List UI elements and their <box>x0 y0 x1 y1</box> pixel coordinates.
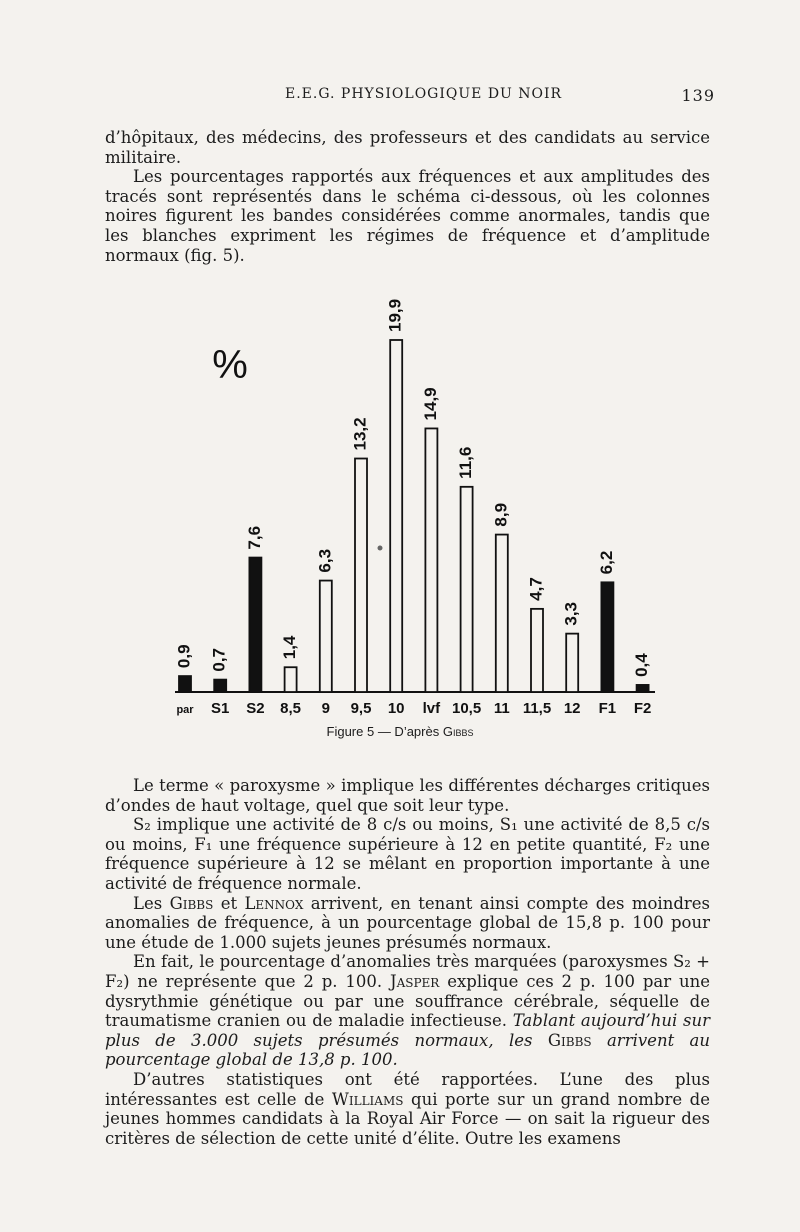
intro-paragraph-1: d’hôpitaux, des médecins, des professeurs et des candidats au service militaire. <box>105 128 710 167</box>
bar-3 <box>285 667 297 692</box>
body-paragraph-3: Les Gibbs et Lennox arrivent, en tenant ainsi compte des moindres anomalies de fréquence, à un pourcentage global de 15,8 p. 100 pour une étude de 1.000 sujets jeunes présumés normaux. <box>105 893 711 952</box>
figure-caption <box>0 724 800 739</box>
value-label-10: 4,7 <box>526 577 546 601</box>
bar-6 <box>390 340 402 692</box>
tick-label-12: F1 <box>598 700 617 717</box>
author-jasper: Jasper <box>389 971 440 991</box>
value-label-9: 8,9 <box>491 502 511 527</box>
value-label-2: 7,6 <box>244 525 264 550</box>
y-axis-label: % <box>212 343 248 387</box>
tick-label-8: 10,5 <box>451 700 482 717</box>
bar-10 <box>531 609 543 692</box>
body-paragraph-5: D’autres statistiques ont été rapportées. L’une des plus intéressantes est celle de Williams qui porte sur un grand nombre de jeunes hommes candidats à la Royal Air Force — on sait la rigueur des critères de sélection de cette unité d’élite. Outre les examens <box>105 1069 710 1148</box>
tick-label-3: 8,5 <box>280 700 302 717</box>
bar-5 <box>355 459 367 692</box>
bar-4 <box>320 581 332 692</box>
tick-label-10: 11,5 <box>522 700 552 717</box>
value-label-3: 1,4 <box>280 635 300 660</box>
body-paragraph-2: S₂ implique une activité de 8 c/s ou moins, S₁ une activité de 8,5 c/s ou moins, F₁ une fréquence supérieure à 12 en petite quantité, F₂ une fréquence supérieure à 12 se mêlant en proportion importante à une activité de fréquence normale. <box>105 815 710 893</box>
author-lennox: Lennox <box>244 893 304 913</box>
tick-label-11: 12 <box>563 700 581 717</box>
bar-1 <box>214 680 226 692</box>
bar-2 <box>249 558 261 692</box>
page-number: 139 <box>681 86 715 105</box>
author-williams: Williams <box>331 1089 404 1109</box>
value-label-8: 11,6 <box>456 446 476 479</box>
value-label-4: 6,3 <box>315 548 335 573</box>
bar-13 <box>637 685 649 692</box>
value-label-13: 0,4 <box>632 653 652 677</box>
caption-prefix: Figure 5 — D’après <box>326 724 440 739</box>
body-paragraph-1: Le terme « paroxysme » implique les différentes décharges critiques d’ondes de haut voltage, quel que soit leur type. <box>105 776 710 815</box>
author-gibbs-2: Gibbs <box>547 1030 592 1050</box>
body-paragraph-4: En fait, le pourcentage d’anomalies très marquées (paroxysmes S₂ + F₂) ne représente que 2 p. 100. Jasper explique ces 2 p. 100 par une dysrythmie génétique ou par une souffrance cérébrale, séquelle de traumatisme cranien ou de maladie infectieuse. Tablant aujourd’hui sur plus de 3.000 sujets présumés normaux, les Gibbs arrivent au pourcentage global de 13,8 p. 100. <box>105 952 711 1070</box>
value-label-6: 19,9 <box>385 298 405 332</box>
scan-dot <box>378 546 383 551</box>
tick-label-4: 9 <box>321 700 330 717</box>
tick-label-7: lvf <box>422 700 441 717</box>
tick-label-1: S1 <box>211 700 230 717</box>
bar-0 <box>179 676 191 692</box>
tick-label-2: S2 <box>246 700 265 717</box>
value-label-11: 3,3 <box>561 601 581 626</box>
bar-8 <box>461 487 473 692</box>
bar-11 <box>566 634 578 692</box>
tick-label-9: 11 <box>493 700 510 717</box>
value-label-12: 6,2 <box>596 550 616 575</box>
value-label-7: 14,9 <box>420 387 440 421</box>
bar-7 <box>425 428 437 692</box>
intro-text <box>105 128 710 265</box>
tick-label-5: 9,5 <box>350 700 372 717</box>
body-text <box>105 776 710 1148</box>
value-label-5: 13,2 <box>350 417 370 451</box>
bar-9 <box>496 535 508 692</box>
author-gibbs: Gibbs <box>169 893 214 913</box>
value-label-1: 0,7 <box>209 647 229 672</box>
bar-12 <box>601 582 613 692</box>
caption-author: Gibbs <box>442 724 474 739</box>
tick-label-6: 10 <box>387 700 405 717</box>
value-label-0: 0,9 <box>174 644 194 669</box>
tick-label-0: par <box>176 704 194 716</box>
intro-paragraph-2: Les pourcentages rapportés aux fréquences et aux amplitudes des tracés sont représentés dans le schéma ci-dessous, où les colonnes noires figurent les bandes considérées comme anormales, tandis que les blanches expriment les régimes de fréquence et d’amplitude normaux (fig. 5). <box>105 167 710 265</box>
tick-label-13: F2 <box>633 700 652 717</box>
running-title: E.E.G. PHYSIOLOGIQUE DU NOIR <box>285 86 563 102</box>
figure-5-bar-chart <box>0 270 800 720</box>
